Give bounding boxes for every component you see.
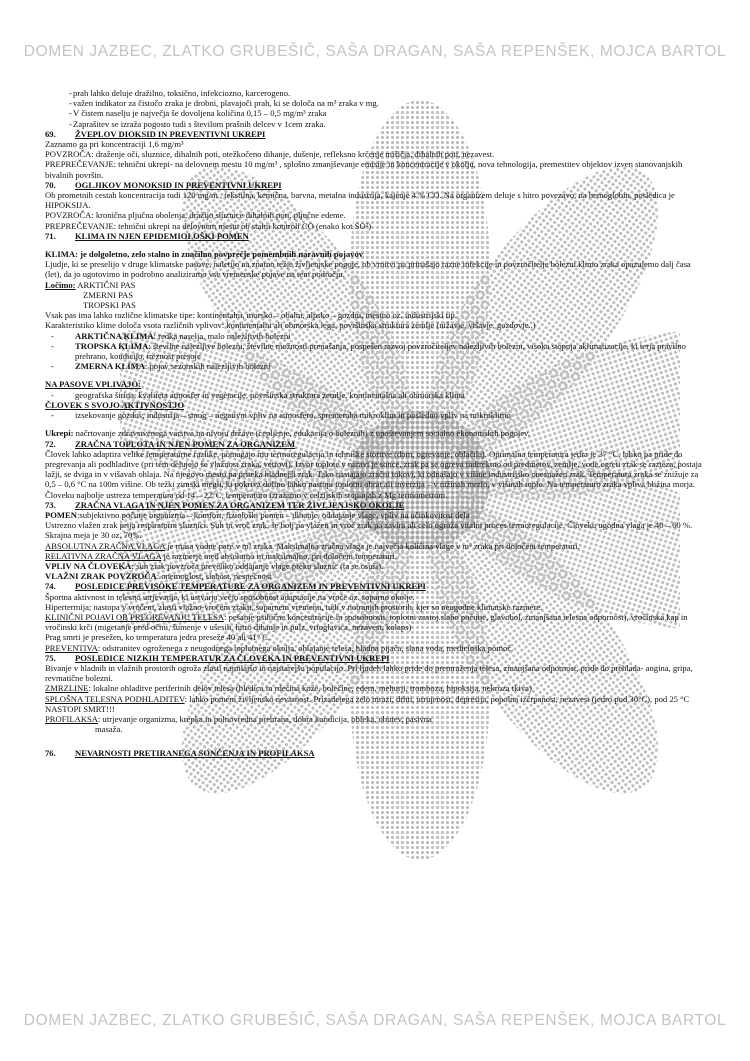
list-item: - izsekovanje gozdov, industrija – smog – negativni vpliv na atmosfero, sprememba mikroklim in posledno vpliv na mikroklimo [45,410,705,420]
klima-definition: KLIMA: je dolgoletno, zelo stalno in značilno povprečje pomembnih naravnih pojavov [45,249,364,260]
page-header: DOMEN JAZBEC, ZLATKO GRUBEŠIČ, SAŠA DRAGAN, SAŠA REPENŠEK, MOJCA BARTOL [23,43,727,60]
paragraph: Bivanje v hladnih in vlažnih prostorih ogroža zlasti najmlajšo in najstarejšo populacijo. Pri ljudeh lahko pride do premraženja telesa, zmanjšana odpornost, pride do prehlada- angina, gripa, revmatične bolezni. [45,662,693,684]
section-heading-72: 72. ZRAČNA TOPLOTA IN NJEN POMEN ZA ORGANIZEM [45,438,296,449]
section-heading-70: 70. OGLJIKOV MONOKSID IN PREVENTIVNI UKREPI [45,179,282,190]
ukrepi-line: Ukrepi: načrtovanje zdravstvenega varstva na nivoju države (cepljenje, edukacija o boleznih) z upoštevanjem socialno ekonomskih pogojev. [45,428,530,439]
page-footer: DOMEN JAZBEC, ZLATKO GRUBEŠIČ, SAŠA DRAGAN, SAŠA REPENŠEK, MOJCA BARTOL [23,1012,727,1029]
paragraph: KLINIČNI POJAVI OB PREGREVANJU TELESA: pešanje psihične koncentracije in sposobnosti, toplotni zastoj.slabo počutje, glavobol, zmanjšana telesna odpornost), vročinska kap in vročinski krči (migetanje pred očmi, šumenje v ušesih, hitro dihanje in pulz, vrtoglavica, nezavest, kolaps) [45,611,688,633]
locimo-line: Ločimo: ARKTIČNI PAS [45,279,136,290]
section-heading-76: 76. NEVARNOSTI PRETIRANEGA SONČENJA IN PROFILAKSA [45,748,315,759]
paragraph: Hipertermija; nastopa v vročem, zlasti vlažno-vročem zraku, soparnem vremenu, tudi v notranjih prostorih, kjer so neugodne klimatske razmere. [45,601,543,612]
list-item: ZMERNI PAS [83,289,134,300]
section-heading-74: 74. POSLEDICE PREVISOKE TEMPERATURE ZA ORGANIZEM IN PREVENTIVNI UKREPI [45,581,426,592]
subheading: NA PASOVE VPLIVAJO: [45,379,141,390]
paragraph: Človek lahko adaptira velike temperaturne razlike, pomagajo mu termoregulacija in tehniške storitve (dom, ogrevanje, oblačila). Optimalna temperatura jedra je 37 °C, lahko pa pride do pregrevanja ali podhladitve (pri tem delujejo še vlažnost zraka, vetrovi). Izvor toplote v naravi je sonce, zrak pa se ogreva indirektno od predmetov, zemlje, vode.ogreti zrak se razteza, postaja lažji, se dviga in v višavah ohlaja. Na njegovo mesto pa priteka hladnejši zrak. Tako nastajajo zračni tokovi, ki odnašajo v višine industrijsko onesnažen zrak. Temperatura zraka se znižuje za 0,5 – 0,6 °C na 100m višine. Ob težki zimski megli, ki pokriva dolino lahko nastopi toplotni obrat ali inverzija – v nižinah mrzlo, v višinah toplo. Na temperaturo zraka vpliva bližina morja. Človeku najbolje ustreza temperatura od 14 – 22°C. temperaturo izražamo v celzijskih stopinjah z Mg termometrom. [45,448,702,500]
paragraph: RELATIVNA ZRAČNA VLAGA je razmerje med absolutno in maksimalno, pri določeni temperaturi. [45,550,397,561]
section-heading-71: 71. KLIMA IN NJEN EPIDEMIOLOŠKI POMEN [45,230,249,241]
section-heading-69: 69. ŽVEPLOV DIOKSID IN PREVENTIVNI UKREPI [45,128,266,139]
paragraph: PREVENTIVA: odstranitev ogroženega z neugodnega toplotnega okolja, ohlajanje telesa, hladna pijača, slana voda, medicinska pomoč. [45,642,514,653]
list-item: - TROPSKA KLIMA: številne nalezljive bolezni, številne možnosti prenašanja, pospešen razvoj povzročiteljev nalezljivih bolezni, visoka stopnja aklimatizacije, ki terja pravilno prehrano, kondicijo, treznost presoje [45,341,705,361]
paragraph: SPLOŠNA TELESNA PODHLADITEV: lahko pomeni življensko nevarnost. Prizadetega zelo mrazi, drhti, utrujenost, depresija, popolna izčrpanost, nezavest (jedro pod 30°C), pod 25 °C NASTOPI SMRT!!! [45,693,690,714]
paragraph: ABSOLUTNA ZRAČNA VLAGA je masa vodne pare v m³ zraka. Maksimalna zračna vlaga je največja količina vlage v m³ zraka pri določeni temperaturi. [45,540,580,551]
paragraph: masaža. [95,724,123,735]
paragraph: Prag smrti je presežen, ko temperatura jedra preseže 40 ali 41° C. [45,632,271,643]
paragraph: POVZROČA: kronična pljučna obolenja, dražijo sluznice dihalnih poti, pljučne edeme. [45,210,346,221]
list-item: - geografska širina, kvaliteta atmosfer in vegetacije, površinska struktura zemlje, kontinentalna ali obmorska klima [45,390,705,400]
section-heading-75: 75. POSLEDICE NIZKIH TEMPERATUR ZA ČLOVEKA IN PREVENTIVNI UKREPI [45,652,390,663]
paragraph: PREPREČEVANJE: tehnični ukrepi- na delovnem mestu 10 mg/m³ , splošno zmanjševanje emisije in koncentracije v okolju, nova tehnologija, premestitev objektov izven stanovanjskih bivalnih površin. [45,159,683,180]
paragraph: POMEN:subjektivno počutje organizma – komfort, fiziološki pomen – dihanje, oddajanje vlage, vpliv na učinkovitost dela [45,509,470,520]
paragraph: ZMRZLINE: lokalne ohladitve periferinih delov telesa (bledica in rdečina kože, bolečine, edem, mehurji, tromboza, hipoksija, nekroza tkiva) [45,683,532,694]
paragraph: VPLIV NA ČLOVEKA: suh zrak povzroča preveliko oddajanje vlage preko sluznic (ta se osuši). [45,560,384,571]
paragraph: Športna aktivnost in telesno utrjevanje, ki ustvarja večjo sposobnost adaptacije na vroče oz. soparno okolje. [45,591,415,602]
paragraph: Zaznamo ga pri koncentraciji 1,6 mg/m³ [45,139,184,150]
list-item: TROPSKI PAS [83,300,136,311]
paragraph: Ustrezno vlažen zrak prija respiratorni sluznici. Suh in vroč zrak, še bolj pa vlažen in vroč zrak pa zavira ali celo ogroža vitalni proces termoregulacije. Človeku ugodna vlaga je 40 – 60 %. Skrajna meja je 30 oz. 70%. [45,520,693,541]
paragraph: VLAŽNI ZRAK POVZROČA: onemoglost, slabost, nespečnost [45,571,272,582]
paragraph: PROFILAKSA: utrjevanje organizma, krepka in polnovredna prehrana, dobra kondicija, obleka, obutev, pasivna [45,713,432,724]
list-item: - ARKTIČNA KLIMA: redka naselja, malo nalezljivih bolezni [45,331,705,341]
subheading: ČLOVEK S SVOJO AKTIVNOSTJO [45,399,185,410]
paragraph: PREPREČEVANJE: tehnični ukrepi na delovnem mestu ob stalni kontroli CO (enako kot SO²) [45,220,372,231]
document-body [45,88,705,759]
list-item: - prah lahko deluje dražilno, toksično, infekciozno, karcerogeno. [45,88,705,98]
paragraph: POVZROČA: draženje oči, sluznice, dihalnih poti, otežkočeno dihanje, dušenje, refleksno krčenje mišičja, dihalnih poti, nezavest. [45,149,495,160]
list-item: - ZMERNA KLIMA: pojav sezonskih nalezljivih bolezni [45,361,705,371]
list-item: - V čistem naselju je največja še dovoljena količina 0,15 – 0,5 mg/m³ zraka [45,108,705,118]
paragraph: Vsak pas ima lahko različne klimatske tipe: kontinentalni, morsko – obalni, alpsko – gozdni, mestno oz. industrijski tip. [45,310,457,321]
list-item: - važen indikator za čistočo zraka je drobni, plavajoči prah, ki se določa na m³ zraka v mg. [45,98,705,108]
section-heading-73: 73. ZRAČNA VLAGA IN NJEN POMEN ZA ORGANIZEM TER ŽIVLJENJSKO OKOLJE [45,499,405,510]
paragraph: Ljudje, ki se preselijo v druge klimatske pasove, naletijo na znatno težje življenjske pogoje, ob vrnitvi pa prinašajo razne infekcije in povzročitelje bolezni.klimo zraka opazujemo dalj časa (let), da jo ugotovimo in podrobno analiziramo vse vremenske pojave na tem področju. [45,259,691,280]
list-item: - Zaprašitev se izraža pogosto tudi s številom prašnih delcev v 1cem zraka. [45,119,705,129]
paragraph: Ob prometnih cestah koncentracija tudi 120 mg/m , tekstilna, kemična, barvna, metalna industrija, kajenje 4 % CO. Na organizem deluje s hitro povezavo, na hemoglobin, posledica je HIPOKSIJA. [45,190,675,211]
paragraph: Karakteristiko klime določa vsota različnih vplivov: kontinentalni ali obmorska lega, površinska struktura zemlje (nižavje, višavje, gozdovje..) [45,320,536,331]
